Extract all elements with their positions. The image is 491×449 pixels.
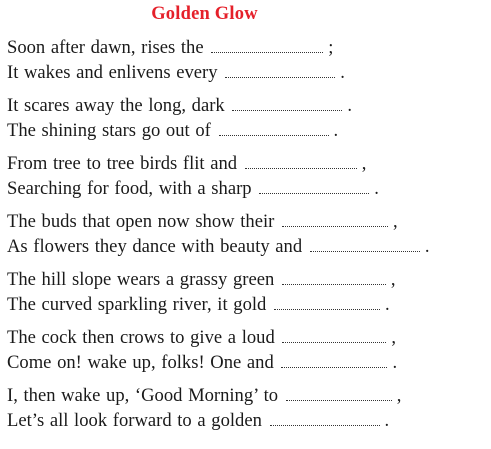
fill-in-blank [281, 353, 387, 368]
poem-line [7, 293, 487, 318]
line-punctuation: . [374, 178, 379, 199]
line-text: It scares away the long, dark [7, 95, 225, 116]
fill-in-blank [225, 63, 335, 78]
line-text: The shining stars go out of [7, 120, 211, 141]
line-text: The hill slope wears a grassy green [7, 269, 275, 290]
line-text: The curved sparkling river, it gold [7, 294, 267, 315]
line-punctuation: , [392, 211, 398, 232]
line-punctuation: , [391, 327, 397, 348]
fill-in-blank [245, 154, 357, 169]
stanza [7, 268, 487, 318]
stanza [7, 326, 487, 376]
fill-in-blank [270, 411, 380, 426]
line-punctuation: , [396, 385, 402, 406]
line-punctuation: . [384, 410, 390, 431]
poem-line [7, 326, 487, 351]
line-punctuation: , [361, 153, 367, 174]
line-text: As flowers they dance with beauty and [7, 236, 303, 257]
poem-line [7, 177, 487, 202]
line-punctuation: . [385, 294, 390, 315]
poem-line [7, 351, 487, 376]
poem-title: Golden Glow [151, 4, 258, 24]
fill-in-blank [286, 386, 392, 401]
line-punctuation: , [390, 269, 396, 290]
fill-in-blank [211, 38, 323, 53]
line-text: Searching for food, with a sharp [7, 178, 252, 199]
fill-in-blank [282, 328, 386, 343]
stanza [7, 36, 487, 86]
fill-in-blank [310, 237, 420, 252]
poem-line [7, 94, 487, 119]
line-text: Soon after dawn, rises the [7, 37, 204, 58]
line-text: The buds that open now show their [7, 211, 275, 232]
poem-line [7, 36, 487, 61]
poem-line [7, 119, 487, 144]
line-text: Come on! wake up, folks! One and [7, 352, 274, 373]
stanza [7, 94, 487, 144]
poem-line [7, 210, 487, 235]
poem-line [7, 152, 487, 177]
line-text: I, then wake up, ‘Good Morning’ to [7, 385, 279, 406]
fill-in-blank [274, 295, 380, 310]
line-punctuation: ; [328, 37, 334, 58]
fill-in-blank [282, 212, 388, 227]
stanza [7, 384, 487, 434]
fill-in-blank [232, 96, 342, 111]
line-punctuation: . [424, 236, 430, 257]
line-text: The cock then crows to give a loud [7, 327, 275, 348]
line-punctuation: . [392, 352, 398, 373]
poem-line [7, 409, 487, 434]
stanza [7, 210, 487, 260]
line-punctuation: . [347, 95, 353, 116]
poem-body [7, 36, 487, 442]
poem-line [7, 61, 487, 86]
poem-line [7, 235, 487, 260]
fill-in-blank [282, 270, 386, 285]
poem-line [7, 268, 487, 293]
line-punctuation: . [340, 62, 345, 83]
line-text: From tree to tree birds flit and [7, 153, 238, 174]
fill-in-blank [259, 179, 369, 194]
line-punctuation: . [333, 120, 339, 141]
line-text: Let’s all look forward to a golden [7, 410, 262, 431]
line-text: It wakes and enlivens every [7, 62, 218, 83]
poem-line [7, 384, 487, 409]
fill-in-blank [219, 121, 329, 136]
stanza [7, 152, 487, 202]
